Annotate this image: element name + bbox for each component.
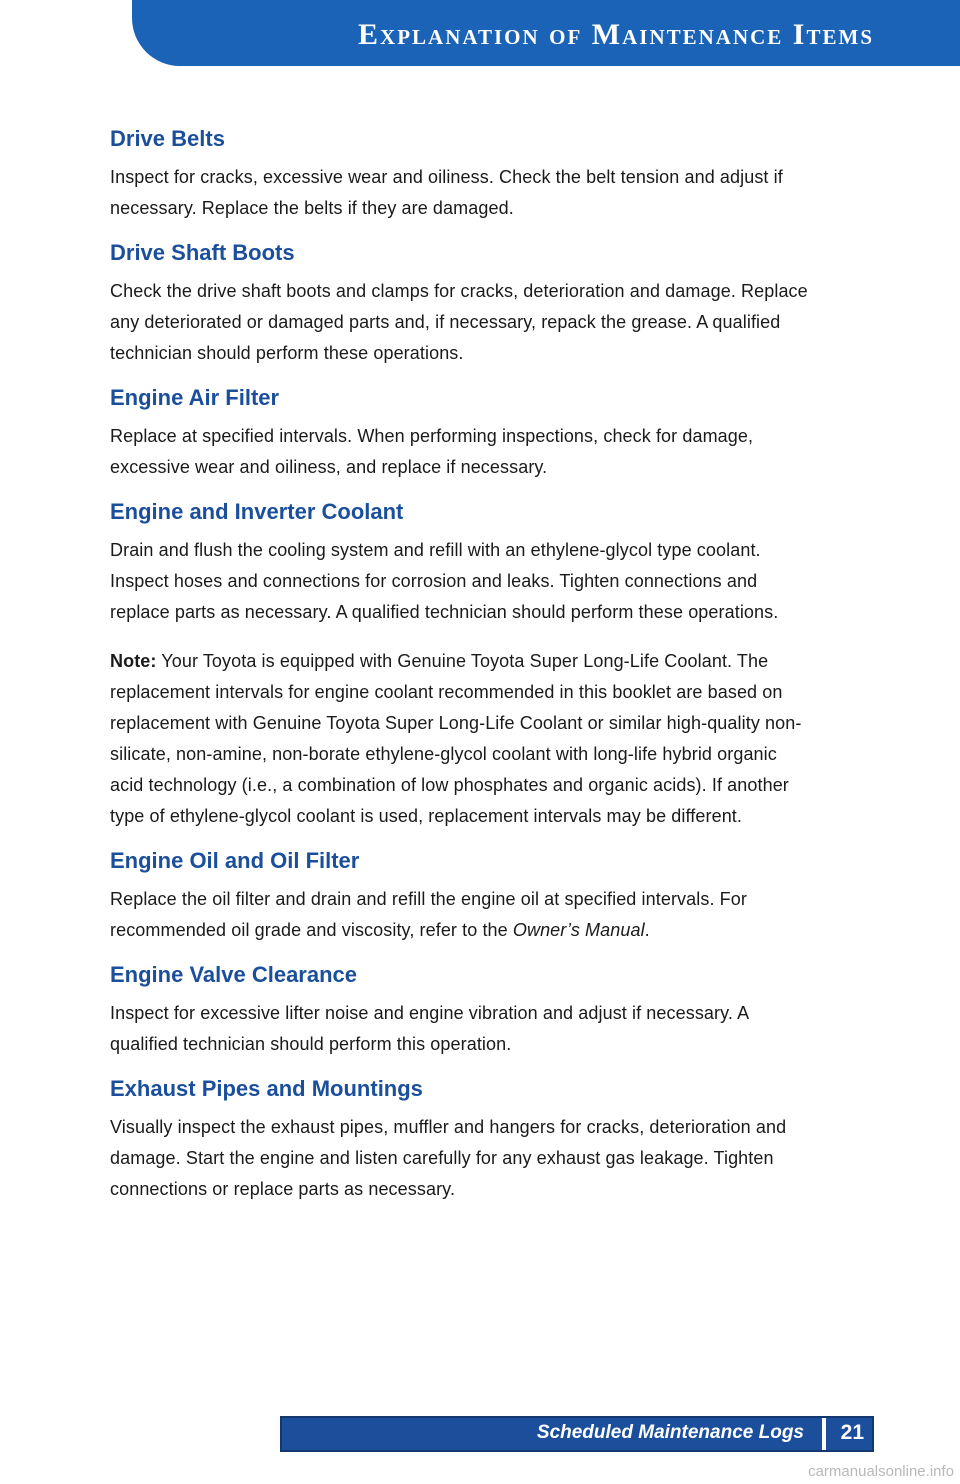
section-heading: Engine Oil and Oil Filter xyxy=(110,848,360,873)
section-text: Drain and flush the cooling system and refill with an ethylene-glycol type coolant. Inspect hoses and connections for corrosion and leaks. Tighten connections and replace parts as necessary. A qualified technician should perform these operations. xyxy=(110,540,779,622)
section-drive-belts xyxy=(110,124,810,224)
section-text: Inspect for excessive lifter noise and engine vibration and adjust if necessary. A qualified technician should perform this operation. xyxy=(110,1003,749,1054)
section-heading: Engine Valve Clearance xyxy=(110,962,358,987)
section-heading: Exhaust Pipes and Mountings xyxy=(110,1076,423,1101)
page-number: 21 xyxy=(840,1421,864,1444)
section-engine-inverter-coolant xyxy=(110,497,810,832)
note-text: Your Toyota is equipped with Genuine Toyota Super Long-Life Coolant. The replacement intervals for engine coolant recommended in this booklet are based on replacement with Genuine Toyota Super Long-Life Coolant or similar high-quality non-silicate, non-amine, non-borate ethylene-glycol coolant with long-life hybrid organic acid technology (i.e., a combination of low phosphates and organic acids). If another type of ethylene-glycol coolant is used, replacement intervals may be different. xyxy=(110,651,802,826)
footer-bar xyxy=(280,1416,874,1452)
content xyxy=(110,124,810,1219)
section-heading: Engine and Inverter Coolant xyxy=(110,499,404,524)
section-heading: Engine Air Filter xyxy=(110,385,280,410)
section-text-main: Replace the oil filter and drain and refill the engine oil at specified intervals. For recommended oil grade and viscosity, refer to the xyxy=(110,889,747,940)
section-heading: Drive Belts xyxy=(110,126,225,151)
section-engine-air-filter xyxy=(110,383,810,483)
section-heading: Drive Shaft Boots xyxy=(110,240,295,265)
section-text xyxy=(110,884,810,946)
section-text: Replace at specified intervals. When performing inspections, check for damage, excessive wear and oiliness, and replace if necessary. xyxy=(110,426,754,477)
page-title: Explanation of Maintenance Items xyxy=(358,18,874,51)
note-label: Note: xyxy=(110,651,157,671)
section-exhaust-pipes xyxy=(110,1074,810,1205)
footer-label: Scheduled Maintenance Logs xyxy=(536,1422,804,1443)
coolant-note xyxy=(110,646,810,832)
section-text: Inspect for cracks, excessive wear and oiliness. Check the belt tension and adjust if necessary. Replace the belts if they are damaged. xyxy=(110,167,783,218)
section-engine-oil-filter xyxy=(110,846,810,946)
header-band xyxy=(132,0,960,66)
section-text-end: . xyxy=(644,920,650,940)
watermark: carmanualsonline.info xyxy=(808,1463,954,1480)
section-text: Check the drive shaft boots and clamps for cracks, deterioration and damage. Replace any deteriorated or damaged parts and, if necessary, repack the grease. A qualified technician should perform these operations. xyxy=(110,281,808,363)
section-text: Visually inspect the exhaust pipes, muffler and hangers for cracks, deterioration and damage. Start the engine and listen carefully for any exhaust gas leakage. Tighten connections or replace parts as necessary. xyxy=(110,1117,787,1199)
owners-manual-ref: Owner’s Manual xyxy=(512,920,645,940)
footer-divider xyxy=(822,1418,826,1450)
section-engine-valve-clearance xyxy=(110,960,810,1060)
section-drive-shaft-boots xyxy=(110,238,810,369)
